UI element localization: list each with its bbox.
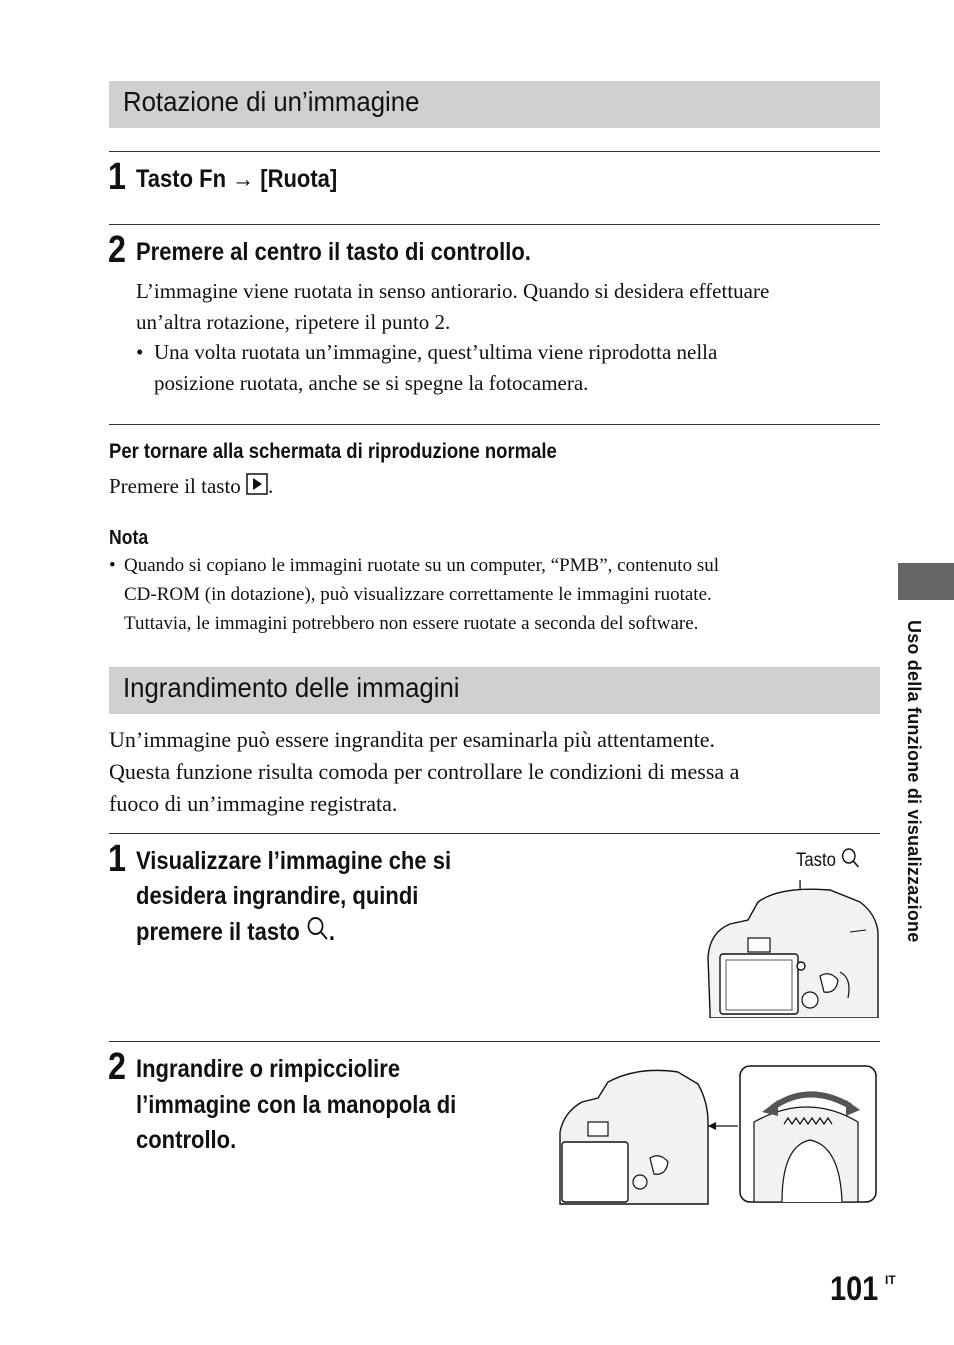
return-text: Premere il tasto	[109, 474, 241, 498]
step-heading: desidera ingrandire, quindi	[136, 882, 419, 910]
bullet-text: Una volta ruotata un’immagine, quest’ultima viene riprodotta nella	[154, 340, 718, 364]
bullet-marker: •	[136, 340, 144, 364]
step-heading-text: premere il tasto	[136, 918, 300, 946]
page-number: 101	[830, 1270, 879, 1308]
section-header-rotation	[109, 81, 880, 128]
figure-label	[796, 847, 860, 875]
bullet-marker: •	[109, 555, 116, 576]
intro-text: fuoco di un’immagine registrata.	[109, 791, 398, 816]
playback-button-icon	[246, 473, 268, 504]
return-instruction	[109, 471, 273, 504]
note-text: Tuttavia, le immagini potrebbero non essere ruotate a seconda del software.	[124, 613, 699, 634]
divider	[109, 224, 880, 225]
step-number: 1	[108, 838, 126, 880]
step-heading: Visualizzare l’immagine che si	[136, 847, 452, 875]
divider	[109, 833, 880, 834]
control-dial-illustration	[558, 1062, 880, 1208]
step-heading: Premere al centro il tasto di controllo.	[136, 238, 531, 266]
step-heading: controllo.	[136, 1126, 237, 1154]
figure-label-text: Tasto	[796, 850, 836, 872]
chapter-tab-marker	[898, 563, 954, 600]
step-heading: Tasto Fn → [Ruota]	[136, 165, 338, 193]
zoom-magnifier-icon	[841, 847, 860, 875]
step-number: 1	[108, 156, 126, 198]
camera-back-illustration	[700, 872, 880, 1018]
step-heading: l’immagine con la manopola di	[136, 1091, 457, 1119]
chapter-tab-label: Uso della funzione di visualizzazione	[904, 620, 924, 943]
intro-text: Un’immagine può essere ingrandita per esaminarla più attentamente.	[109, 727, 715, 752]
step-number: 2	[108, 1046, 126, 1088]
return-text-end: .	[268, 474, 274, 498]
section-header-zoom	[109, 667, 880, 714]
step-heading-end: .	[328, 918, 335, 946]
divider	[109, 151, 880, 152]
bullet-text: posizione ruotata, anche se si spegne la fotocamera.	[154, 371, 589, 395]
section-title: Ingrandimento delle immagini	[123, 672, 460, 703]
zoom-magnifier-icon	[306, 915, 329, 951]
body-text: L’immagine viene ruotata in senso antiorario. Quando si desidera effettuare	[136, 279, 770, 303]
step-number: 2	[108, 229, 126, 271]
subsection-heading: Per tornare alla schermata di riproduzione normale	[109, 440, 557, 463]
step-heading	[136, 915, 335, 951]
page-language: IT	[885, 1273, 896, 1287]
section-title: Rotazione di un’immagine	[123, 86, 420, 117]
divider	[109, 1041, 880, 1042]
note-text: CD-ROM (in dotazione), può visualizzare correttamente le immagini ruotate.	[124, 584, 712, 605]
body-text: un’altra rotazione, ripetere il punto 2.	[136, 310, 451, 334]
step-heading: Ingrandire o rimpicciolire	[136, 1055, 401, 1083]
note-text: Quando si copiano le immagini ruotate su un computer, “PMB”, contenuto sul	[124, 555, 719, 576]
intro-text: Questa funzione risulta comoda per controllare le condizioni di messa a	[109, 759, 740, 784]
divider	[109, 424, 880, 425]
note-heading: Nota	[109, 527, 149, 549]
